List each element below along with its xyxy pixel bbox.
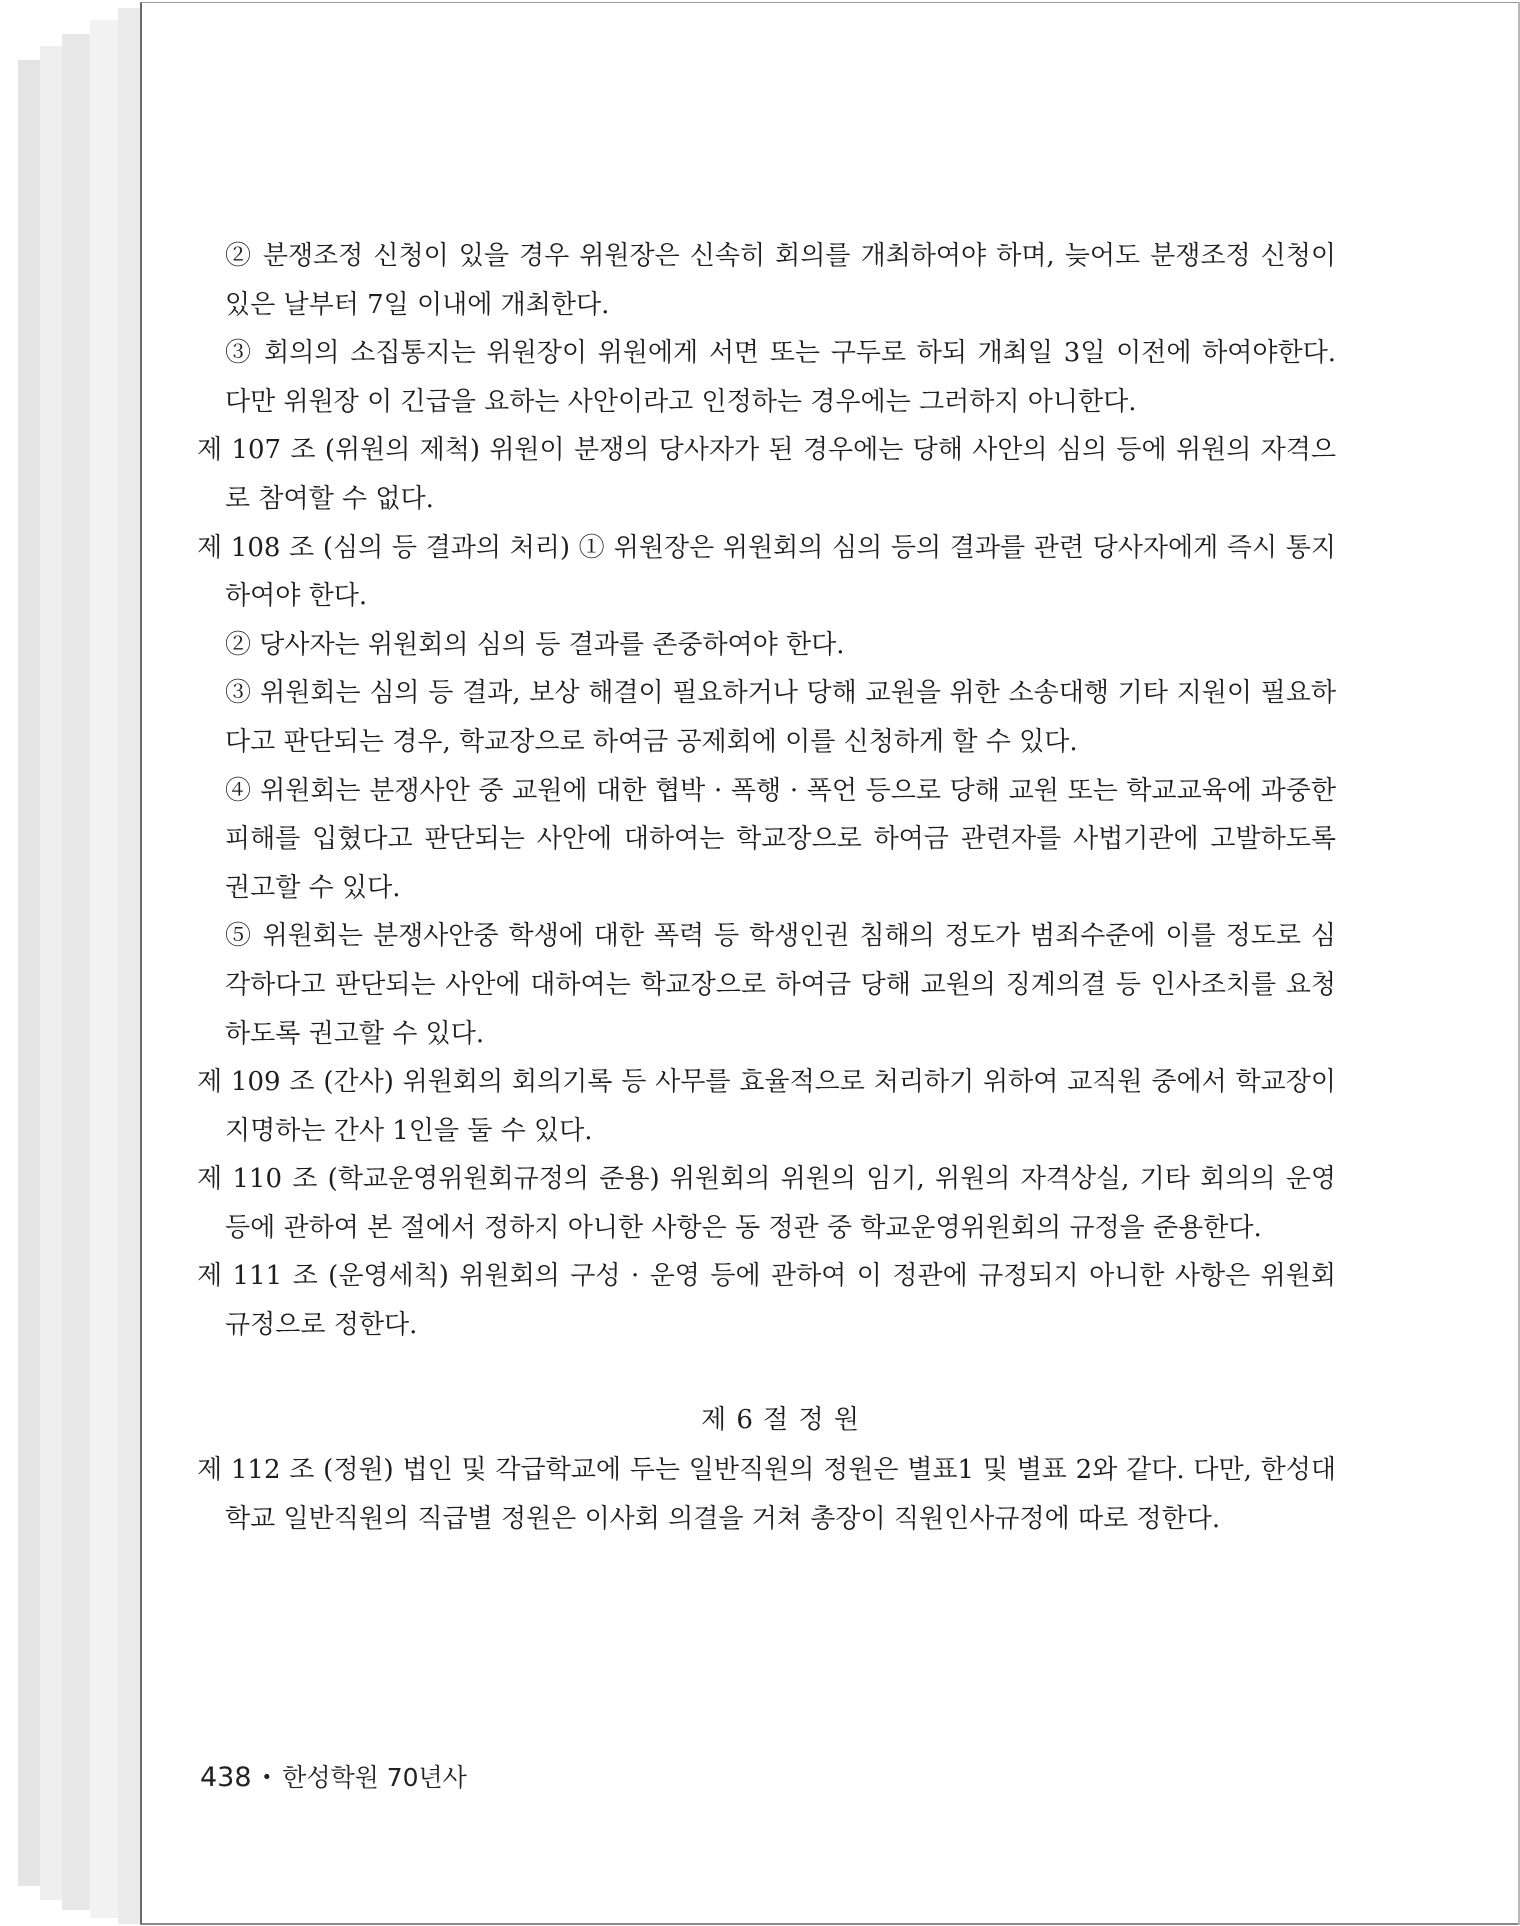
page-footer — [200, 1758, 467, 1794]
article-paragraph: 제 107 조 (위원의 제척) 위원이 분쟁의 당사자가 된 경우에는 당해 사안의 심의 등에 위원의 자격으로 참여할 수 없다. — [197, 435, 1336, 514]
clause-paragraph: ② 분쟁조정 신청이 있을 경우 위원장은 신속히 회의를 개최하여야 하며, 늦어도 분쟁조정 신청이 있은 날부터 7일 이내에 개최한다. — [225, 241, 1336, 320]
page-number: 438 — [200, 1762, 252, 1793]
footer-bullet: • — [261, 1767, 273, 1788]
clause-paragraph: ③ 위원회는 심의 등 결과, 보상 해결이 필요하거나 당해 교원을 위한 소송대행 기타 지원이 필요하다고 판단되는 경우, 학교장으로 하여금 공제회에 이를 신청하게 할 수 있다. — [225, 678, 1336, 757]
article-paragraph: 제 108 조 (심의 등 결과의 처리) ① 위원장은 위원회의 심의 등의 결과를 관련 당사자에게 즉시 통지하여야 한다. — [197, 532, 1336, 612]
page-stack-edge-5 — [118, 8, 141, 1924]
clause-paragraph: ⑤ 위원회는 분쟁사안중 학생에 대한 폭력 등 학생인권 침해의 정도가 범죄수준에 이를 정도로 심각하다고 판단되는 사안에 대하여는 학교장으로 하여금 당해 교원의 징계의결 등 인사조치를 요청하도록 권고할 수 있다. — [225, 921, 1336, 1049]
book-title: 한성학원 70년사 — [282, 1763, 467, 1792]
page-body — [197, 232, 1336, 1543]
article-paragraph: 제 109 조 (간사) 위원회의 회의기록 등 사무를 효율적으로 처리하기 위하여 교직원 중에서 학교장이 지명하는 간사 1인을 둘 수 있다. — [197, 1067, 1336, 1146]
section-heading: 제 6 절 정 원 — [700, 1404, 861, 1435]
article-paragraph: 제 110 조 (학교운영위원회규정의 준용) 위원회의 위원의 임기, 위원의 자격상실, 기타 회의의 운영 등에 관하여 본 절에서 정하지 아니한 사항은 동 정관 중 학교운영위원회의 규정을 준용한다. — [197, 1164, 1336, 1243]
article-paragraph: 제 112 조 (정원) 법인 및 각급학교에 두는 일반직원의 정원은 별표1 및 별표 2와 같다. 다만, 한성대학교 일반직원의 직급별 정원은 이사회 의결을 거쳐 총장이 직원인사규정에 따로 정한다. — [197, 1455, 1336, 1534]
clause-paragraph: ④ 위원회는 분쟁사안 중 교원에 대한 협박 · 폭행 · 폭언 등으로 당해 교원 또는 학교교육에 과중한 피해를 입혔다고 판단되는 사안에 대하여는 학교장으로 하여금 관련자를 사법기관에 고발하도록 권고할 수 있다. — [225, 775, 1336, 903]
clause-paragraph: ③ 회의의 소집통지는 위원장이 위원에게 서면 또는 구두로 하되 개최일 3일 이전에 하여야한다. 다만 위원장 이 긴급을 요하는 사안이라고 인정하는 경우에는 그러하지 아니한다. — [225, 338, 1336, 417]
article-paragraph: 제 111 조 (운영세칙) 위원회의 구성 · 운영 등에 관하여 이 정관에 규정되지 아니한 사항은 위원회 규정으로 정한다. — [197, 1261, 1336, 1341]
clause-paragraph: ② 당사자는 위원회의 심의 등 결과를 존중하여야 한다. — [225, 629, 845, 660]
